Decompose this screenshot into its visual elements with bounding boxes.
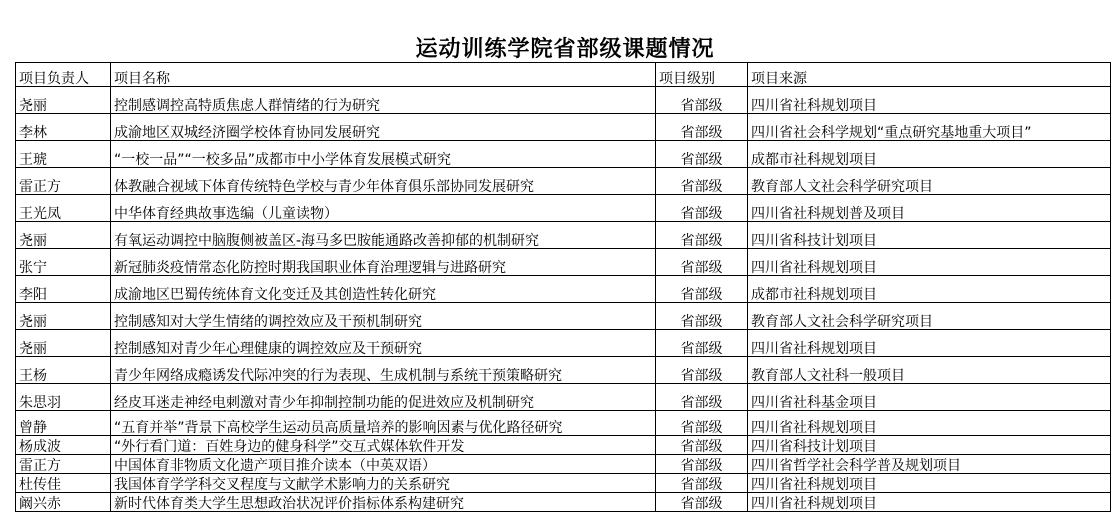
project-name-cell: 控制感调控高特质焦虑人群情绪的行为研究 [111, 87, 656, 114]
source-cell: 四川省社科规划普及项目 [748, 195, 1111, 222]
source-cell: 四川省哲学社会科学普及规划项目 [748, 455, 1111, 474]
project-name-cell: 有氧运动调控中脑腹侧被盖区-海马多巴胺能通路改善抑郁的机制研究 [111, 222, 656, 249]
level-cell: 省部级 [656, 195, 748, 222]
table-row [16, 141, 1111, 168]
source-cell: 四川省社科规划项目 [748, 330, 1111, 357]
project-name-cell: 控制感知对青少年心理健康的调控效应及干预研究 [111, 330, 656, 357]
leader-cell: 曾静 [16, 411, 111, 436]
leader-cell: 王光凤 [16, 195, 111, 222]
project-name-cell: 成渝地区双城经济圈学校体育协同发展研究 [111, 114, 656, 141]
table-row [16, 455, 1111, 474]
project-name-cell: 控制感知对大学生情绪的调控效应及干预机制研究 [111, 303, 656, 330]
project-name-cell: 成渝地区巴蜀传统体育文化变迁及其创造性转化研究 [111, 276, 656, 303]
source-cell: 四川省社科规划项目 [748, 474, 1111, 493]
table-row [16, 411, 1111, 436]
level-cell: 省部级 [656, 276, 748, 303]
header-level: 项目级别 [656, 63, 748, 87]
source-cell: 四川省社科规划项目 [748, 411, 1111, 436]
leader-cell: 雷正方 [16, 455, 111, 474]
leader-cell: 张宁 [16, 249, 111, 276]
level-cell: 省部级 [656, 303, 748, 330]
table-row [16, 493, 1111, 512]
project-name-cell: 青少年网络成瘾诱发代际冲突的行为表现、生成机制与系统干预策略研究 [111, 357, 656, 384]
table-row [16, 195, 1111, 222]
leader-cell: 雷正方 [16, 168, 111, 195]
leader-cell: 王琥 [16, 141, 111, 168]
level-cell: 省部级 [656, 114, 748, 141]
level-cell: 省部级 [656, 330, 748, 357]
project-name-cell: 体教融合视域下体育传统特色学校与青少年体育俱乐部协同发展研究 [111, 168, 656, 195]
header-leader: 项目负责人 [16, 63, 111, 87]
project-name-cell: 新冠肺炎疫情常态化防控时期我国职业体育治理逻辑与进路研究 [111, 249, 656, 276]
level-cell: 省部级 [656, 168, 748, 195]
leader-cell: 杜传佳 [16, 474, 111, 493]
level-cell: 省部级 [656, 357, 748, 384]
project-name-cell: “五育并举”背景下高校学生运动员高质量培养的影响因素与优化路径研究 [111, 411, 656, 436]
table-body [16, 63, 1111, 512]
leader-cell: 阚兴赤 [16, 493, 111, 512]
page-title: 运动训练学院省部级课题情况 [415, 37, 715, 62]
leader-cell: 朱思羽 [16, 384, 111, 411]
level-cell: 省部级 [656, 222, 748, 249]
leader-cell: 尧丽 [16, 87, 111, 114]
level-cell: 省部级 [656, 411, 748, 436]
source-cell: 教育部人文社会科学研究项目 [748, 168, 1111, 195]
project-name-cell: 中华体育经典故事选编（儿童读物） [111, 195, 656, 222]
table-row [16, 249, 1111, 276]
leader-cell: 李阳 [16, 276, 111, 303]
source-cell: 成都市社科规划项目 [748, 276, 1111, 303]
level-cell: 省部级 [656, 474, 748, 493]
leader-cell: 王杨 [16, 357, 111, 384]
source-cell: 四川省社科规划项目 [748, 87, 1111, 114]
leader-cell: 尧丽 [16, 330, 111, 357]
project-name-cell: “一校一品”“一校多品”成都市中小学体育发展模式研究 [111, 141, 656, 168]
source-cell: 四川省科技计划项目 [748, 222, 1111, 249]
table-row [16, 303, 1111, 330]
table-row [16, 168, 1111, 195]
leader-cell: 杨成波 [16, 436, 111, 455]
table-row [16, 384, 1111, 411]
project-name-cell: 我国体育学学科交叉程度与文献学术影响力的关系研究 [111, 474, 656, 493]
project-name-cell: 中国体育非物质文化遗产项目推介读本（中英双语） [111, 455, 656, 474]
level-cell: 省部级 [656, 384, 748, 411]
header-source: 项目来源 [748, 63, 1111, 87]
projects-table [15, 62, 1111, 512]
source-cell: 成都市社科规划项目 [748, 141, 1111, 168]
source-cell: 四川省社科规划项目 [748, 249, 1111, 276]
project-name-cell: 经皮耳迷走神经电刺激对青少年抑制控制功能的促进效应及机制研究 [111, 384, 656, 411]
table-row [16, 222, 1111, 249]
table-row [16, 114, 1111, 141]
level-cell: 省部级 [656, 249, 748, 276]
source-cell: 四川省科技计划项目 [748, 436, 1111, 455]
level-cell: 省部级 [656, 493, 748, 512]
table-row [16, 436, 1111, 455]
table-row [16, 276, 1111, 303]
table-row [16, 357, 1111, 384]
level-cell: 省部级 [656, 87, 748, 114]
project-name-cell: “外行看门道：百姓身边的健身科学”交互式媒体软件开发 [111, 436, 656, 455]
source-cell: 四川省社会科学规划“重点研究基地重大项目” [748, 114, 1111, 141]
leader-cell: 尧丽 [16, 222, 111, 249]
source-cell: 四川省社科基金项目 [748, 384, 1111, 411]
level-cell: 省部级 [656, 141, 748, 168]
table-row [16, 330, 1111, 357]
source-cell: 教育部人文社科一般项目 [748, 357, 1111, 384]
header-row [16, 63, 1111, 87]
level-cell: 省部级 [656, 436, 748, 455]
source-cell: 教育部人文社会科学研究项目 [748, 303, 1111, 330]
table-row [16, 87, 1111, 114]
level-cell: 省部级 [656, 455, 748, 474]
leader-cell: 李林 [16, 114, 111, 141]
header-project-name: 项目名称 [111, 63, 656, 87]
source-cell: 四川省社科规划项目 [748, 493, 1111, 512]
leader-cell: 尧丽 [16, 303, 111, 330]
project-name-cell: 新时代体育类大学生思想政治状况评价指标体系构建研究 [111, 493, 656, 512]
table-row [16, 474, 1111, 493]
